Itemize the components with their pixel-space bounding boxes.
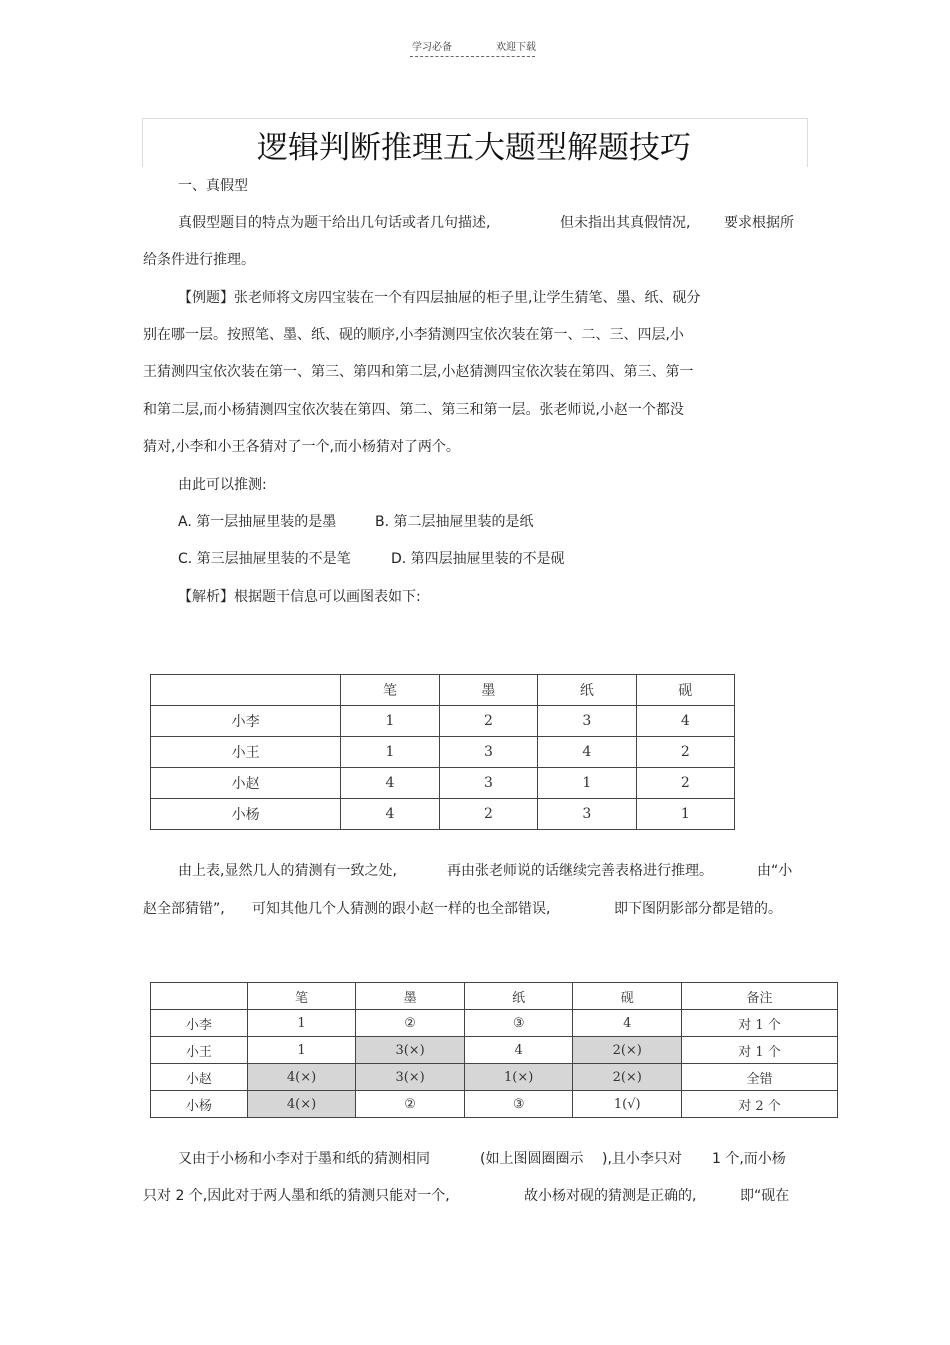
table-cell: 2 — [636, 737, 734, 768]
guess-table — [150, 674, 735, 830]
header-left: 学习必备 — [412, 42, 452, 53]
table-header-cell: 笔 — [247, 983, 356, 1010]
table-cell: 3 — [439, 768, 537, 799]
table-cell: 1(×) — [464, 1064, 573, 1091]
para3-seg4: 1 个,而小杨 — [712, 1151, 786, 1167]
para3-seg3: ),且小李只对 — [602, 1151, 682, 1167]
table-cell: ② — [356, 1010, 465, 1037]
table-header-cell: 砚 — [573, 983, 682, 1010]
table-cell: 3 — [439, 737, 537, 768]
para3-seg6: 故小杨对砚的猜测是正确的, — [524, 1188, 697, 1204]
para3-seg2: (如上图圆圈圈示 — [480, 1151, 584, 1167]
table-cell: 4 — [341, 768, 439, 799]
section-heading: 一、真假型 — [178, 178, 248, 194]
header-divider — [410, 56, 535, 57]
analysis-text: 【解析】根据题干信息可以画图表如下: — [178, 589, 421, 605]
example-line4: 和第二层,而小杨猜测四宝依次装在第四、第二、第三和第一层。张老师说,小赵一个都没 — [143, 402, 684, 418]
option-a: A. 第一层抽屉里装的是墨 — [178, 514, 337, 530]
para2-seg4: 赵全部猜错”, — [143, 901, 225, 917]
table-cell: 2(×) — [573, 1037, 682, 1064]
table-row — [151, 737, 735, 768]
table-cell: 4 — [636, 706, 734, 737]
table-cell: 1 — [636, 799, 734, 830]
table-cell: 3(×) — [356, 1064, 465, 1091]
option-c: C. 第三层抽屉里装的不是笔 — [178, 551, 351, 567]
intro-seg3: 要求根据所 — [724, 215, 794, 231]
intro-line2: 给条件进行推理。 — [143, 252, 255, 268]
table-header-cell: 砚 — [636, 675, 734, 706]
row-label-cell: 小赵 — [151, 1064, 248, 1091]
table-header-cell: 笔 — [341, 675, 439, 706]
row-label-cell: 小王 — [151, 737, 341, 768]
table-cell: ③ — [464, 1091, 573, 1118]
table-row — [151, 799, 735, 830]
table-row — [151, 706, 735, 737]
reasoning-table — [150, 982, 838, 1118]
table-cell: 1 — [247, 1037, 356, 1064]
para3-seg7: 即“砚在 — [740, 1188, 790, 1204]
table-header-row — [151, 675, 735, 706]
table-header-cell: 纸 — [464, 983, 573, 1010]
para2-seg1: 由上表,显然几人的猜测有一致之处, — [178, 863, 397, 879]
option-d: D. 第四层抽屉里装的不是砚 — [391, 551, 565, 567]
question-text: 由此可以推测: — [178, 477, 267, 493]
table-cell: 3 — [538, 799, 636, 830]
page-title: 逻辑判断推理五大题型解题技巧 — [257, 130, 691, 166]
row-label-cell: 小王 — [151, 1037, 248, 1064]
table-row — [151, 1064, 838, 1091]
table-cell: 3 — [538, 706, 636, 737]
table-cell: 4 — [538, 737, 636, 768]
table-cell: 4 — [464, 1037, 573, 1064]
table-cell: 4(×) — [247, 1064, 356, 1091]
row-label-cell: 小杨 — [151, 799, 341, 830]
para2-seg2: 再由张老师说的话继续完善表格进行推理。 — [447, 863, 713, 879]
table-cell: 1 — [247, 1010, 356, 1037]
table-cell: 3(×) — [356, 1037, 465, 1064]
table-header-cell: 备注 — [682, 983, 838, 1010]
option-b: B. 第二层抽屉里装的是纸 — [375, 514, 534, 530]
table-cell: 1(√) — [573, 1091, 682, 1118]
table-cell: 4 — [573, 1010, 682, 1037]
table-cell: 4(×) — [247, 1091, 356, 1118]
example-line5: 猜对,小李和小王各猜对了一个,而小杨猜对了两个。 — [143, 439, 460, 455]
table-row — [151, 1091, 838, 1118]
table-header-cell: 墨 — [356, 983, 465, 1010]
table-header-cell — [151, 675, 341, 706]
example-line1: 【例题】张老师将文房四宝装在一个有四层抽屉的柜子里,让学生猜笔、墨、纸、砚分 — [178, 290, 701, 306]
row-label-cell: 小赵 — [151, 768, 341, 799]
table-cell: 2 — [439, 799, 537, 830]
para2-seg3: 由“小 — [757, 863, 793, 879]
table-header-row — [151, 983, 838, 1010]
table-cell: ③ — [464, 1010, 573, 1037]
intro-seg2: 但未指出其真假情况, — [560, 215, 691, 231]
table-row — [151, 768, 735, 799]
table-cell: 全错 — [682, 1064, 838, 1091]
header-right: 欢迎下载 — [496, 42, 536, 53]
table-cell: 2(×) — [573, 1064, 682, 1091]
table-header-cell — [151, 983, 248, 1010]
table-cell: 对 1 个 — [682, 1037, 838, 1064]
table-cell: 1 — [341, 737, 439, 768]
table-cell: 对 1 个 — [682, 1010, 838, 1037]
example-line3: 王猜测四宝依次装在第一、第三、第四和第二层,小赵猜测四宝依次装在第四、第三、第一 — [143, 364, 694, 380]
para2-seg6: 即下图阴影部分都是错的。 — [614, 901, 782, 917]
table-cell: 2 — [636, 768, 734, 799]
table-cell: 4 — [341, 799, 439, 830]
table-header-cell: 墨 — [439, 675, 537, 706]
example-line2: 别在哪一层。按照笔、墨、纸、砚的顺序,小李猜测四宝依次装在第一、二、三、四层,小 — [143, 327, 684, 343]
table-cell: 对 2 个 — [682, 1091, 838, 1118]
para3-seg5: 只对 2 个,因此对于两人墨和纸的猜测只能对一个, — [143, 1188, 450, 1204]
table-cell: ② — [356, 1091, 465, 1118]
table-header-cell: 纸 — [538, 675, 636, 706]
table-cell: 2 — [439, 706, 537, 737]
row-label-cell: 小杨 — [151, 1091, 248, 1118]
intro-seg1: 真假型题目的特点为题干给出几句话或者几句描述, — [178, 215, 491, 231]
row-label-cell: 小李 — [151, 706, 341, 737]
table-cell: 1 — [341, 706, 439, 737]
table-row — [151, 1010, 838, 1037]
para3-seg1: 又由于小杨和小李对于墨和纸的猜测相同 — [178, 1151, 430, 1167]
row-label-cell: 小李 — [151, 1010, 248, 1037]
table-cell: 1 — [538, 768, 636, 799]
table-row — [151, 1037, 838, 1064]
para2-seg5: 可知其他几个人猜测的跟小赵一样的也全部错误, — [252, 901, 551, 917]
